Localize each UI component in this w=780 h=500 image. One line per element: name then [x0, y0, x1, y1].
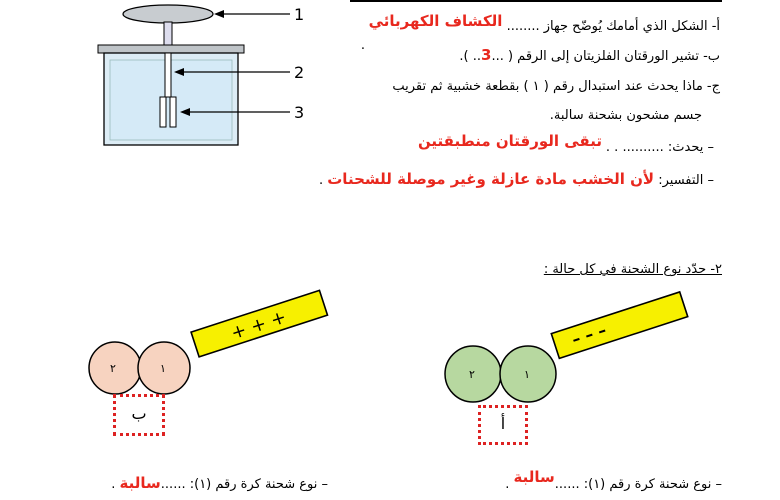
q1-happens-dots: ..........: [622, 140, 664, 155]
q1-b-line: [459, 46, 720, 64]
q1-c-line2: جسم مشحون بشحنة سالبة.: [549, 108, 702, 123]
q1-a-answer: الكشاف الكهربائي: [368, 12, 503, 30]
q1-happens-label: – يحدث:: [667, 140, 714, 155]
q1-explain-end: .: [318, 173, 324, 188]
label-1: 1: [294, 5, 305, 24]
q1-c-line1: ج- ماذا يحدث عند استبدال رقم ( ١ ) بقطعة خشبية ثم تقريب: [392, 79, 720, 94]
q2-title: ٢- حدّد نوع الشحنة في كل حالة :: [543, 262, 722, 277]
case-a-answer: سالبة: [513, 468, 555, 486]
rod-a-signs: – – –: [569, 320, 609, 350]
q1-a-prefix: أ- الشكل الذي أمامك يُوضّح جهاز: [543, 19, 720, 34]
electroscope-disk: [123, 5, 213, 23]
ball-b-2-label: ٢: [110, 362, 116, 375]
electroscope-lid: [98, 45, 244, 53]
case-a-label: – نوع شحنة كرة رقم (١):: [583, 477, 722, 492]
case-b-label: – نوع شحنة كرة رقم (١):: [189, 477, 328, 492]
case-b-figure: [80, 280, 340, 410]
label-3: 3: [294, 103, 305, 122]
q1-explain-line: [319, 170, 714, 188]
case-a-line: [505, 468, 722, 492]
case-a-end: .: [505, 477, 510, 492]
electroscope-leaves: [160, 97, 166, 127]
ball-b-1-label: ١: [160, 362, 166, 375]
q1-explain-label: – التفسير:: [658, 173, 714, 188]
q1-a-line: [368, 12, 720, 34]
ball-a-1-label: ١: [524, 368, 530, 381]
case-a-figure: [440, 270, 700, 410]
case-b-box: [113, 394, 165, 436]
q1-b-answer: 3: [481, 46, 492, 64]
case-b-answer: سالبة: [119, 474, 161, 492]
rod-b-signs: + + +: [228, 306, 289, 345]
case-a-box: [478, 405, 528, 445]
q1-explain-answer: لأن الخشب مادة عازلة وغير موصلة للشحنات: [327, 170, 655, 188]
q1-happens-end: . .: [605, 140, 619, 155]
case-b-end: .: [111, 477, 116, 492]
case-b-letter: ب: [131, 404, 147, 423]
q1-happens-answer: تبقى الورقتان منطبقتين: [417, 132, 602, 150]
rod-a: [551, 292, 687, 358]
top-rule: [350, 0, 722, 2]
q1-happens-line: [606, 140, 714, 155]
q1-b-text: ب- تشير الورقتان الفلزيتان إلى الرقم ( ...: [491, 49, 720, 64]
case-b-line: [111, 474, 328, 492]
case-b-dots: ......: [160, 477, 186, 492]
case-a-letter: أ: [500, 414, 506, 433]
q1-a-dots: ........: [506, 19, 540, 34]
electroscope-figure: [90, 0, 330, 150]
q1-a-end: .: [360, 38, 365, 53]
label-2: 2: [294, 63, 305, 82]
ball-a-2-label: ٢: [469, 368, 475, 381]
q1-b-end: .. ).: [459, 49, 482, 64]
case-a-dots: ......: [554, 477, 580, 492]
